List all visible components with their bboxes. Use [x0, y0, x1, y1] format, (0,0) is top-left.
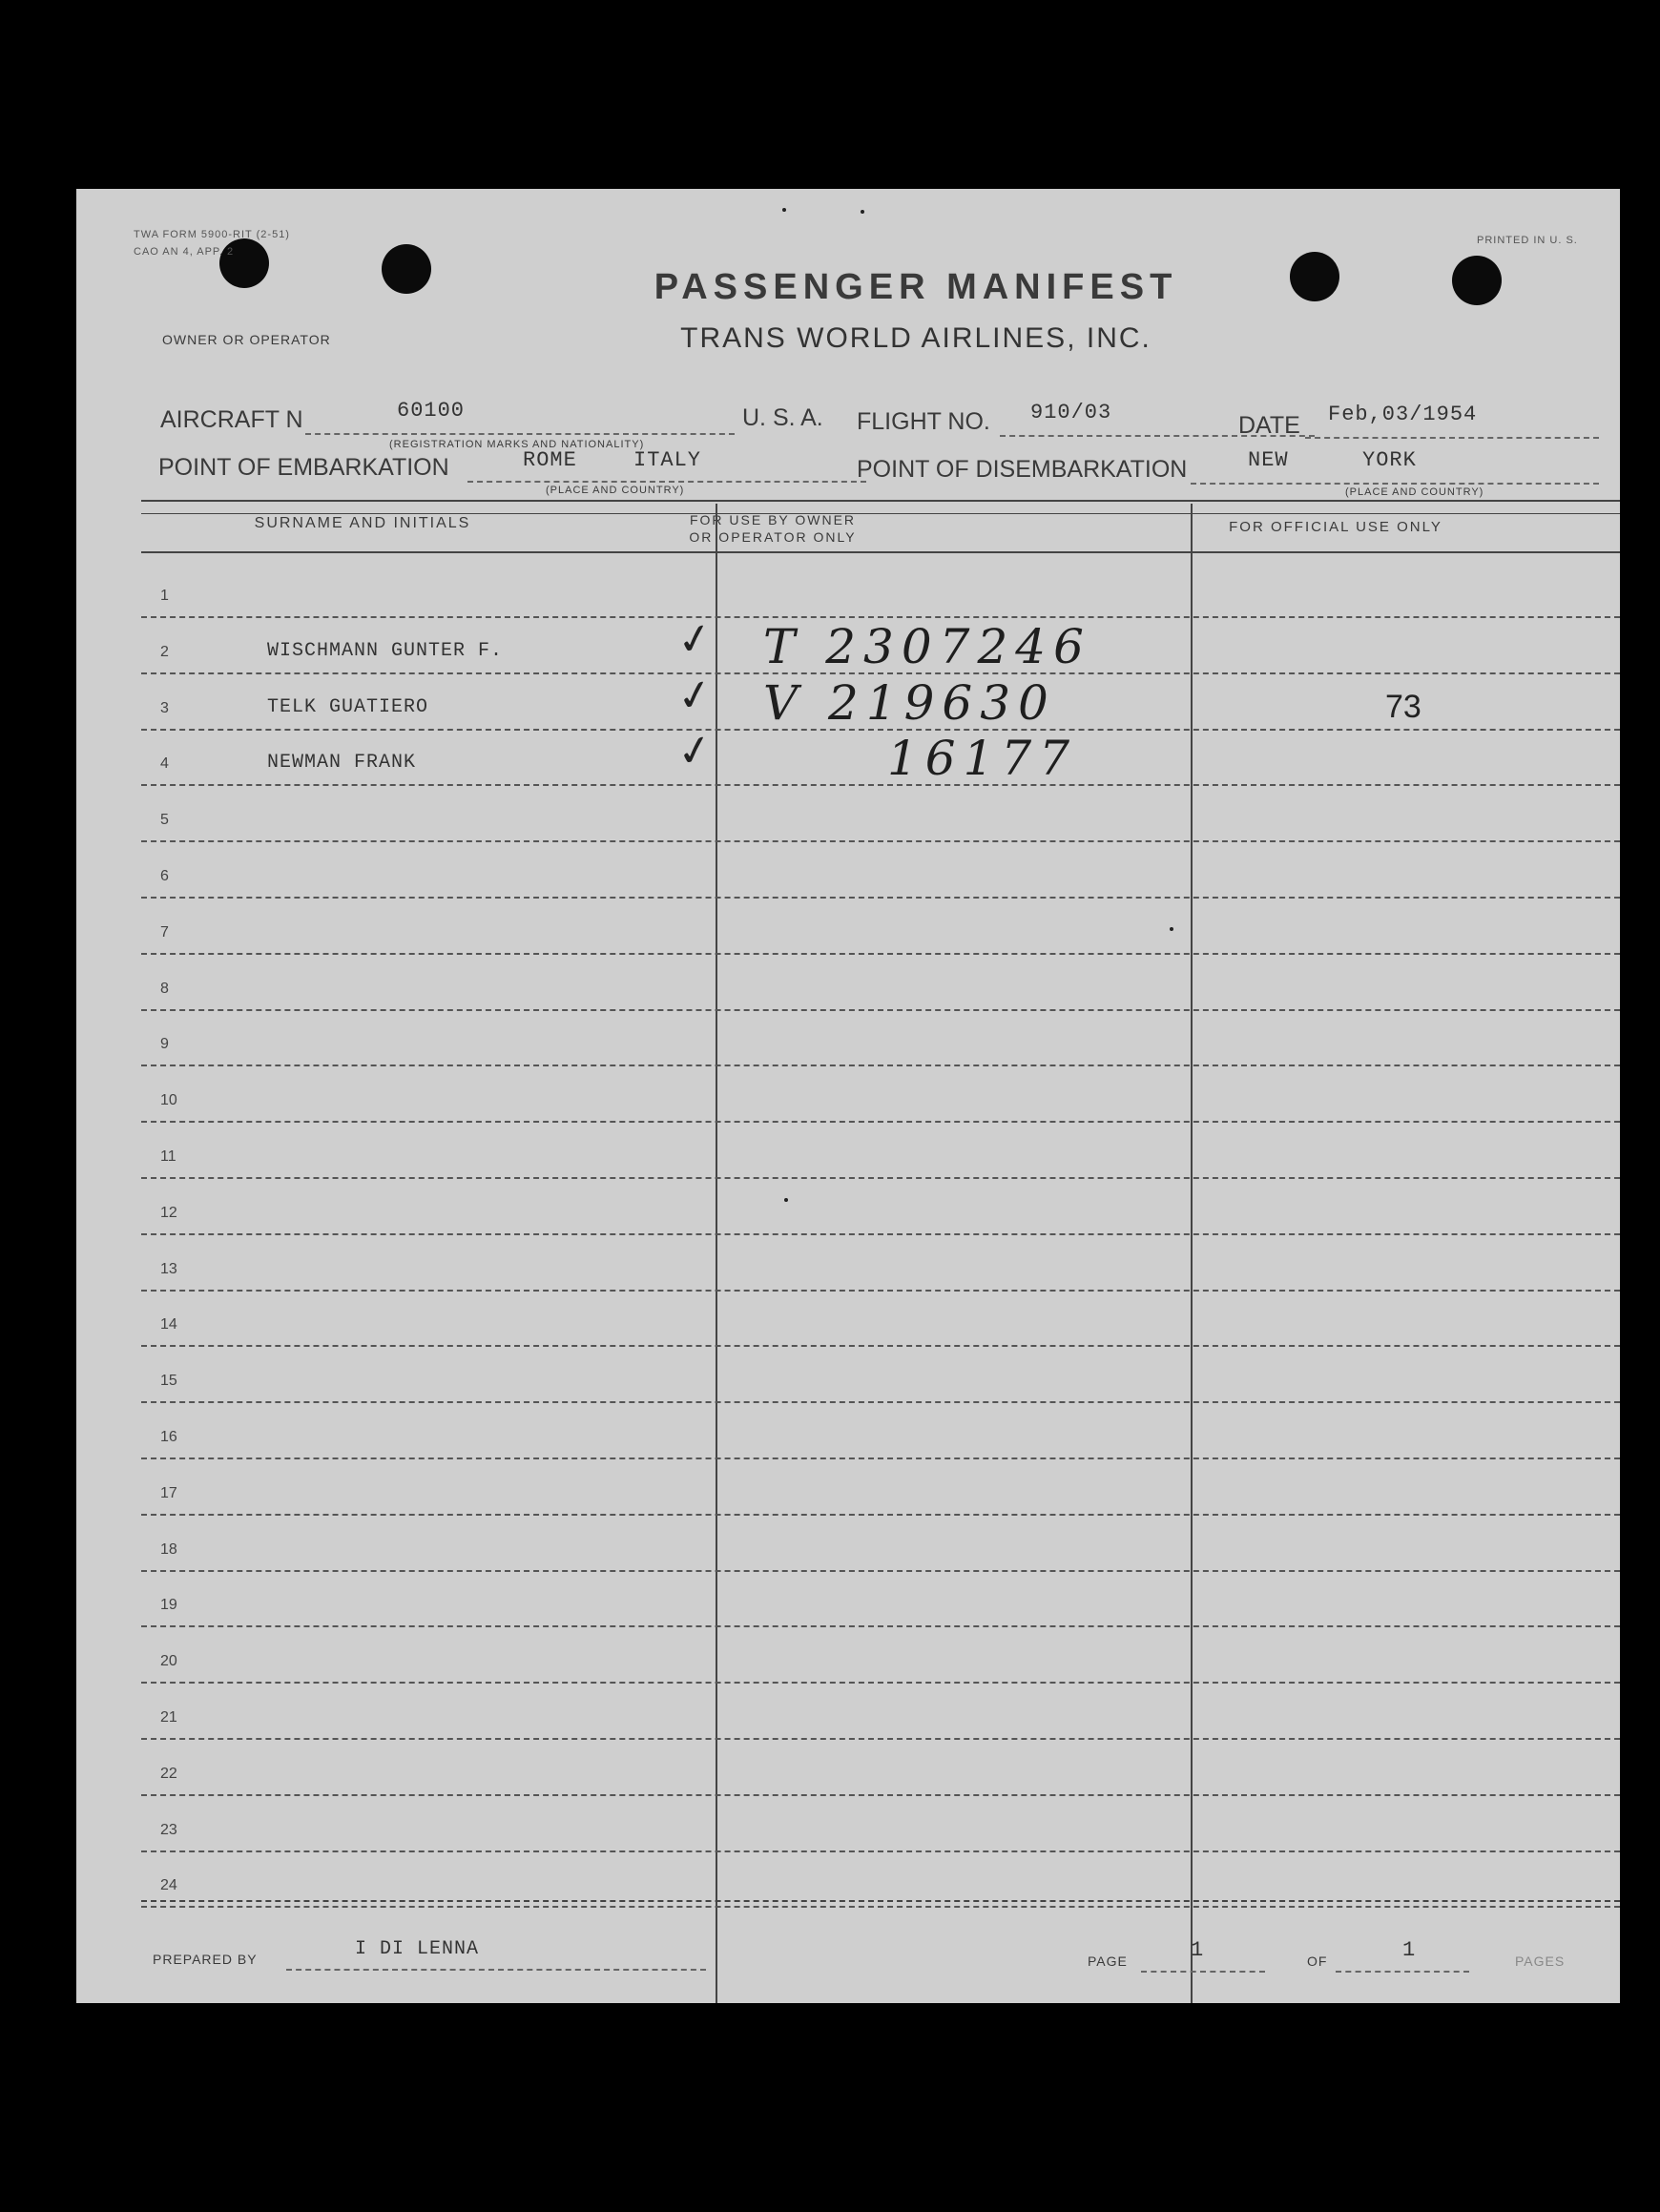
row-rule: [141, 672, 1620, 674]
row-rule: [141, 1625, 1620, 1627]
page-underline: [1141, 1971, 1265, 1973]
manifest-sheet: [76, 189, 1620, 2003]
aircraft-value: 60100: [397, 399, 466, 423]
embark-underline: [467, 481, 866, 483]
row-rule: [141, 1794, 1620, 1796]
row-number: 22: [160, 1765, 177, 1782]
row-number: 2: [160, 643, 169, 660]
col-head-surname: SURNAME AND INITIALS: [254, 515, 471, 531]
embark-note: (PLACE AND COUNTRY): [546, 485, 685, 496]
check-mark-icon: ✓: [674, 725, 716, 778]
row-rule: [141, 1682, 1620, 1684]
usa-label: U. S. A.: [742, 404, 823, 431]
row-number: 4: [160, 755, 169, 773]
prepared-label: PREPARED BY: [153, 1952, 258, 1967]
row-rule: [141, 1065, 1620, 1066]
row-number: 15: [160, 1373, 177, 1390]
page-value: 1: [1191, 1938, 1205, 1962]
row-number: 10: [160, 1092, 177, 1109]
owner-label: OWNER OR OPERATOR: [162, 332, 331, 347]
punch-hole: [1290, 252, 1339, 301]
row-number: 19: [160, 1597, 177, 1614]
date-label: DATE: [1238, 412, 1300, 439]
row-rule: [141, 616, 1620, 618]
row-rule: [141, 897, 1620, 899]
row-document-number: V 219630: [763, 674, 1056, 731]
embark-label: POINT OF EMBARKATION: [158, 454, 449, 481]
row-rule: [141, 840, 1620, 842]
table-bottom-rule: [141, 1900, 1620, 1902]
row-official-use: 73: [1385, 688, 1421, 725]
row-rule: [141, 1401, 1620, 1403]
embark-city: ROME: [523, 448, 577, 472]
prepared-underline: [286, 1969, 706, 1971]
row-number: 18: [160, 1540, 177, 1558]
row-rule: [141, 1345, 1620, 1347]
aircraft-label: AIRCRAFT N: [160, 406, 303, 433]
row-number: 14: [160, 1316, 177, 1333]
disembark-underline: [1191, 483, 1599, 485]
row-number: 17: [160, 1484, 177, 1501]
row-rule: [141, 1738, 1620, 1740]
date-underline: [1305, 437, 1599, 439]
disembark-city: NEW: [1248, 448, 1289, 472]
aircraft-note: (REGISTRATION MARKS AND NATIONALITY): [389, 439, 645, 450]
check-mark-icon: ✓: [674, 612, 716, 666]
prepared-value: I DI LENNA: [355, 1938, 480, 1960]
row-number: 24: [160, 1877, 177, 1894]
col-head-official: FOR OFFICIAL USE ONLY: [1229, 519, 1442, 535]
row-number: 12: [160, 1204, 177, 1221]
row-number: 23: [160, 1821, 177, 1838]
form-title: PASSENGER MANIFEST: [654, 267, 1178, 307]
row-rule: [141, 1514, 1620, 1516]
row-number: 21: [160, 1709, 177, 1726]
of-label: OF: [1307, 1954, 1328, 1969]
speck: [782, 208, 786, 212]
pages-label: PAGES: [1515, 1954, 1566, 1969]
col-head-bottom-rule: [141, 551, 1620, 553]
of-value: 1: [1402, 1938, 1417, 1962]
row-rule: [141, 729, 1620, 731]
row-rule: [141, 784, 1620, 786]
row-surname: TELK GUATIERO: [267, 695, 429, 718]
row-surname: NEWMAN FRANK: [267, 752, 417, 775]
disembark-country: YORK: [1362, 448, 1417, 472]
form-code-2: CAO AN 4, APP. 2: [134, 246, 235, 258]
speck: [1170, 927, 1173, 931]
row-number: 9: [160, 1036, 169, 1053]
embark-country: ITALY: [633, 448, 702, 472]
col-head-owner-line1: FOR USE BY OWNER: [689, 512, 857, 527]
disembark-note: (PLACE AND COUNTRY): [1345, 486, 1484, 498]
punch-hole: [382, 244, 431, 294]
row-rule: [141, 1009, 1620, 1011]
row-number: 6: [160, 868, 169, 884]
row-rule: [141, 1906, 1620, 1908]
row-number: 3: [160, 699, 169, 716]
date-value: Feb,03/1954: [1328, 403, 1478, 426]
row-rule: [141, 1121, 1620, 1123]
row-number: 20: [160, 1653, 177, 1670]
row-number: 5: [160, 812, 169, 829]
flight-value: 910/03: [1030, 401, 1112, 424]
speck: [784, 1198, 788, 1202]
col-head-owner-line2: OR OPERATOR ONLY: [689, 529, 857, 545]
row-document-number: T 2307246: [763, 618, 1091, 674]
row-number: 7: [160, 923, 169, 941]
row-rule: [141, 1177, 1620, 1179]
flight-label: FLIGHT NO.: [857, 408, 990, 435]
speck: [861, 210, 864, 214]
row-number: 13: [160, 1260, 177, 1277]
row-rule: [141, 1233, 1620, 1235]
row-number: 16: [160, 1429, 177, 1445]
row-number: 1: [160, 588, 169, 604]
row-rule: [141, 953, 1620, 955]
page-label: PAGE: [1088, 1954, 1128, 1969]
punch-hole: [1452, 256, 1502, 305]
row-surname: WISCHMANN GUNTER F.: [267, 639, 504, 662]
check-mark-icon: ✓: [674, 669, 716, 722]
row-rule: [141, 1850, 1620, 1852]
row-rule: [141, 1290, 1620, 1292]
row-rule: [141, 1570, 1620, 1572]
row-document-number: 16177: [887, 731, 1078, 787]
disembark-label: POINT OF DISEMBARKATION: [857, 456, 1188, 483]
printed-in: PRINTED IN U. S.: [1477, 235, 1578, 246]
table-top-rule: [141, 500, 1620, 502]
of-underline: [1336, 1971, 1469, 1973]
aircraft-underline: [305, 433, 735, 435]
row-number: 8: [160, 980, 169, 997]
form-code: TWA FORM 5900-RIT (2-51): [134, 229, 290, 240]
operator-name: TRANS WORLD AIRLINES, INC.: [680, 322, 1152, 354]
row-number: 11: [160, 1148, 176, 1165]
row-rule: [141, 1457, 1620, 1459]
